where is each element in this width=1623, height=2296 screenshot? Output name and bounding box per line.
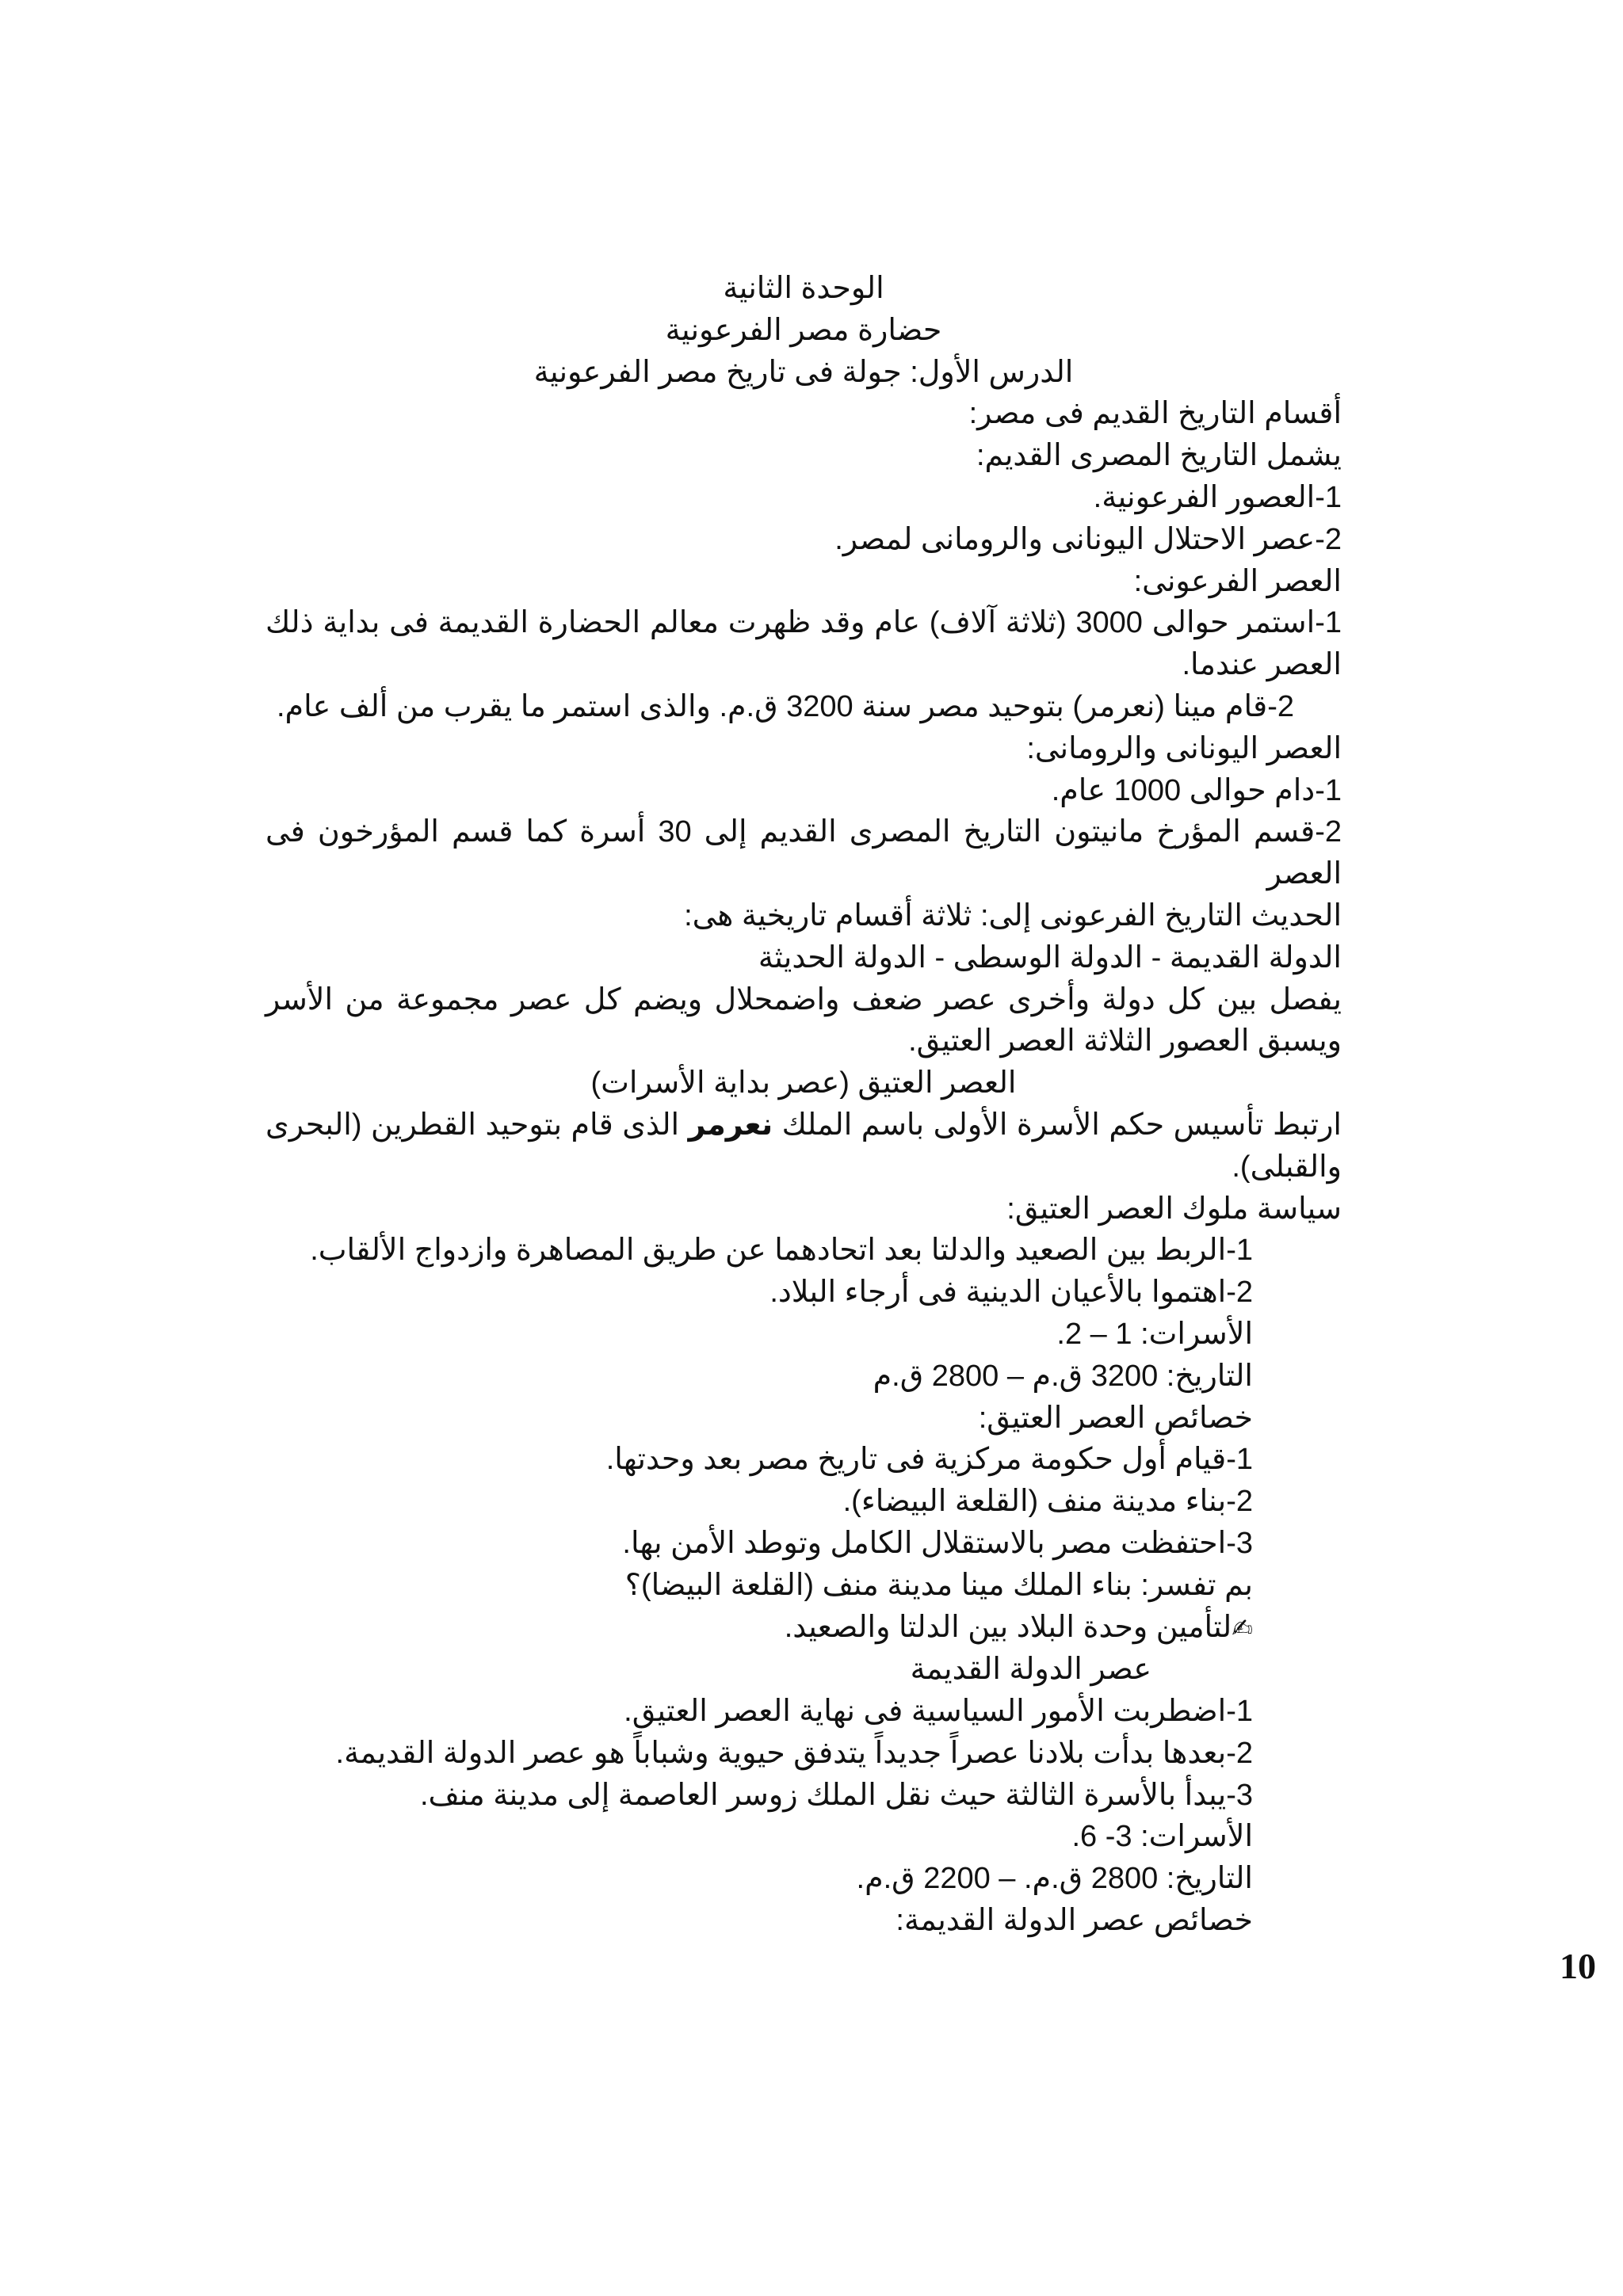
text-line: والقبلى).	[1232, 1150, 1342, 1184]
policy-item: 2-اهتموا بالأعيان الدينية فى أرجاء البلاد.	[769, 1276, 1253, 1310]
dynasties-line: الأسرات: 3- 6.	[1071, 1820, 1253, 1854]
archaic-text-after: الذى قام بتوحيد القطرين (البحرى	[265, 1108, 689, 1142]
feature-item: 1-قيام أول حكومة مركزية فى تاريخ مصر بعد وحدتها.	[605, 1443, 1253, 1477]
text-line: ويسبق العصور الثلاثة العصر العتيق.	[908, 1024, 1342, 1058]
date-line: التاريخ: 2800 ق.م. – 2200 ق.م.	[856, 1862, 1253, 1896]
document-body	[265, 268, 1342, 1942]
text-line: 1-العصور الفرعونية.	[1093, 480, 1342, 514]
text-line: 2-عصر الاحتلال اليونانى والرومانى لمصر.	[834, 522, 1342, 556]
pen-icon: ✍	[1232, 1612, 1253, 1643]
archaic-heading: العصر العتيق (عصر بداية الأسرات)	[590, 1066, 1017, 1100]
page-number: 10	[1560, 1946, 1596, 1986]
archaic-text-before: ارتبط تأسيس حكم الأسرة الأولى باسم الملك	[773, 1108, 1342, 1142]
old-kingdom-item: 1-اضطربت الأمور السياسية فى نهاية العصر العتيق.	[624, 1695, 1253, 1729]
answer-line	[265, 1607, 1342, 1650]
text-line: العصر اليونانى والرومانى:	[1026, 731, 1342, 765]
archaic-paragraph	[265, 1104, 1342, 1146]
dynasties-line: الأسرات: 1 – 2.	[1056, 1317, 1253, 1351]
feature-item: 2-بناء مدينة منف (القلعة البيضاء).	[842, 1485, 1253, 1519]
old-kingdom-item: 2-بعدها بدأت بلادنا عصراً جديداً يتدفق حيوية وشباباً هو عصر الدولة القديمة.	[335, 1736, 1253, 1770]
text-line: يشمل التاريخ المصرى القديم:	[976, 439, 1342, 473]
policy-item: 1-الربط بين الصعيد والدلتا بعد اتحادهما عن طريق المصاهرة وازدواج الألقاب.	[310, 1234, 1253, 1268]
answer-text: لتأمين وحدة البلاد بين الدلتا والصعيد.	[784, 1610, 1232, 1644]
text-line: 1-استمر حوالى 3000 (ثلاثة آلاف) عام وقد ظهرت معالم الحضارة القديمة فى بداية ذلك	[265, 606, 1342, 640]
text-line: 2-قسم المؤرخ مانيتون التاريخ المصرى القديم إلى 30 أسرة كما قسم المؤرخون فى العصر	[265, 815, 1342, 891]
old-kingdom-heading: عصر الدولة القديمة	[910, 1653, 1151, 1687]
features-heading: خصائص عصر الدولة القديمة:	[896, 1904, 1253, 1938]
lesson-title: الدرس الأول: جولة فى تاريخ مصر الفرعونية	[533, 355, 1074, 389]
civilization-title: حضارة مصر الفرعونية	[665, 313, 942, 347]
old-kingdom-item: 3-يبدأ بالأسرة الثالثة حيث نقل الملك زوسر العاصمة إلى مدينة منف.	[419, 1778, 1253, 1812]
features-heading: خصائص العصر العتيق:	[978, 1401, 1253, 1435]
text-line: 1-دام حوالى 1000 عام.	[1051, 773, 1342, 807]
text-line: العصر الفرعونى:	[1133, 564, 1342, 598]
question-line: بم تفسر: بناء الملك مينا مدينة منف (القلعة البيضا)؟	[624, 1568, 1253, 1602]
feature-item: 3-احتفظت مصر بالاستقلال الكامل وتوطد الأمن بها.	[622, 1526, 1253, 1560]
policy-heading: سياسة ملوك العصر العتيق:	[1006, 1192, 1342, 1226]
king-name: نعرمر	[688, 1108, 773, 1142]
text-line: العصر عندما.	[1182, 648, 1342, 682]
text-line: 2-قام مينا (نعرمر) بتوحيد مصر سنة 3200 ق.م. والذى استمر ما يقرب من ألف عام.	[277, 689, 1294, 723]
date-line: التاريخ: 3200 ق.م – 2800 ق.م	[873, 1359, 1253, 1393]
text-line: الدولة القديمة - الدولة الوسطى - الدولة الحديثة	[758, 940, 1342, 974]
text-line: يفصل بين كل دولة وأخرى عصر ضعف واضمحلال ويضم كل عصر مجموعة من الأسر	[265, 982, 1342, 1016]
text-line: أقسام التاريخ القديم فى مصر:	[968, 397, 1342, 431]
unit-title: الوحدة الثانية	[723, 272, 884, 305]
text-line: الحديث التاريخ الفرعونى إلى: ثلاثة أقسام تاريخية هى:	[684, 898, 1342, 933]
